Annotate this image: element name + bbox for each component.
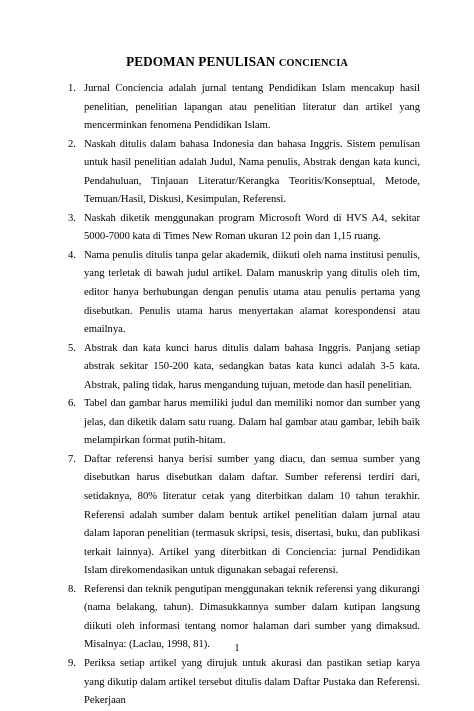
- list-item: [68, 247, 420, 340]
- list-item: [68, 395, 420, 451]
- item-number: 3.: [68, 212, 76, 224]
- item-text: Naskah ditulis dalam bahasa Indonesia dan bahasa Inggris. Sistem penulisan untuk hasil penelitian adalah Judul, Nama penulis, Abstrak dengan kata kunci, Pendahuluan, Tinjauan Literatur/Kerangka Teoritis/Konseptual, Metode, Temuan/Hasil, Diskusi, Kesimpulan, Referensi.: [84, 138, 420, 206]
- item-number: 6.: [68, 398, 76, 410]
- item-number: 2.: [68, 138, 76, 150]
- item-text: Nama penulis ditulis tanpa gelar akademik, diikuti oleh nama institusi penulis, yang terletak di bawah judul artikel. Dalam manuskrip yang ditulis oleh tim, editor hanya berhubungan dengan penulis utama atau penulis pertama yang disebutkan. Penulis utama harus menyertakan alamat korespondensi atau emailnya.: [84, 249, 420, 336]
- item-text: Abstrak dan kata kunci harus ditulis dalam bahasa Inggris. Panjang setiap abstrak sekitar 150-200 kata, sedangkan batas kata kunci adalah 3-5 kata. Abstrak, paling tidak, harus mengandung tujuan, metode dan hasil penelitian.: [84, 342, 420, 391]
- page-title: [0, 54, 474, 70]
- item-number: 7.: [68, 453, 76, 465]
- list-item: [68, 80, 420, 136]
- list-item: [68, 451, 420, 581]
- item-number: 5.: [68, 342, 76, 354]
- guideline-list: [68, 80, 420, 711]
- item-text: Referensi dan teknik pengutipan menggunakan teknik referensi yang dikurangi (nama belakang, tahun). Dimasukkannya sumber dalam kutipan langsung diikuti oleh informasi tentang nomor halaman dari sumber yang dimaksud. Misalnya: (Laclau, 1998, 81).: [84, 583, 420, 651]
- item-text: Jurnal Conciencia adalah jurnal tentang Pendidikan Islam mencakup hasil penelitian, penelitian lapangan atau penelitian literatur dan artikel yang mencerminkan fenomena Pendidikan Islam.: [84, 83, 420, 132]
- title-journal-name: CONCIENCIA: [278, 58, 348, 69]
- item-number: 8.: [68, 583, 76, 595]
- title-main: PEDOMAN PENULISAN: [126, 54, 276, 69]
- item-text: Periksa setiap artikel yang dirujuk untuk akurasi dan pastikan setiap karya yang dikutip dalam artikel tersebut ditulis dalam Daftar Pustaka dan Referensi. Pekerjaan: [84, 657, 420, 707]
- item-text: Daftar referensi hanya berisi sumber yang diacu, dan semua sumber yang disebutkan harus disebutkan dalam daftar. Sumber referensi terdiri dari, setidaknya, 80% literatur cetak yang diterbitkan dalam 10 tahun terakhir. Referensi adalah sumber dalam bentuk artikel penelitian dalam jurnal atau dalam laporan penelitian (termasuk skripsi, tesis, disertasi, buku, dan publikasi terkait lainnya). Artikel yang diterbitkan di Conciencia: jurnal Pendidikan Islam direkomendasikan untuk digunakan sebagai referensi.: [84, 453, 420, 577]
- item-number: 4.: [68, 249, 76, 261]
- item-number: 1.: [68, 83, 76, 94]
- list-item: [68, 136, 420, 210]
- list-item: [68, 655, 420, 711]
- item-text: Naskah diketik menggunakan program Microsoft Word di HVS A4, sekitar 5000-7000 kata di Times New Roman ukuran 12 poin dan 1,15 ruang.: [84, 212, 420, 243]
- page-number: 1: [234, 643, 240, 654]
- item-text: Tabel dan gambar harus memiliki judul dan memiliki nomor dan sumber yang jelas, dan diketik dalam satu ruang. Dalam hal gambar atau gambar, lebih baik melampirkan format putih-hitam.: [84, 398, 420, 447]
- list-item: [68, 210, 420, 247]
- item-number: 9.: [68, 657, 76, 669]
- list-item: [68, 340, 420, 396]
